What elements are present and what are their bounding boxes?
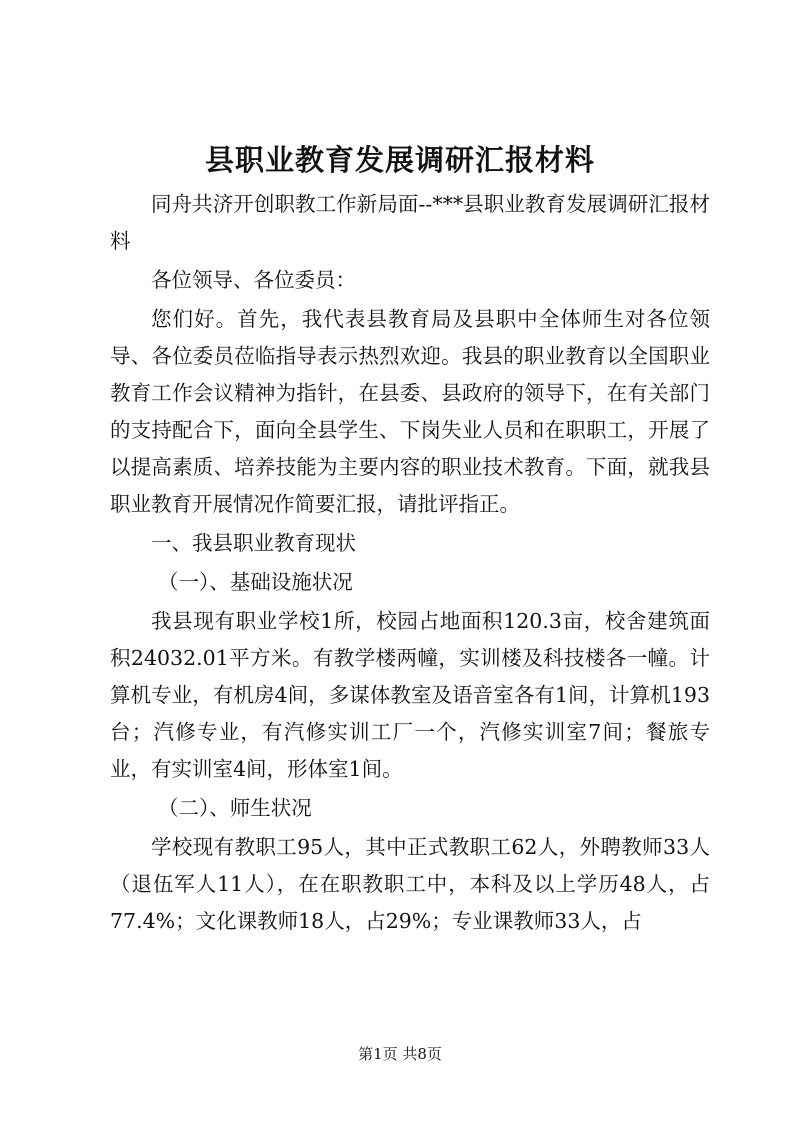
- document-body: [110, 186, 710, 942]
- document-title: 县职业教育发展调研汇报材料: [204, 143, 595, 177]
- paragraph-staff: 学校现有教职工95人，其中正式教职工62人，外聘教师33人（退伍军人11人），在在职教职工中，本科及以上学历48人，占77.4%；文化课教师18人，占29%；专业课教师33人，占: [110, 835, 710, 933]
- paragraph-salutation: 各位领导、各位委员：: [151, 268, 356, 292]
- subsection-heading-facilities: （一）、基础设施状况: [158, 570, 353, 594]
- section-heading: 一、我县职业教育现状: [151, 531, 356, 555]
- paragraph-greeting: 您们好。首先，我代表县教育局及县职中全体师生对各位领导、各位委员莅临指导表示热烈欢迎。我县的职业教育以全国职业教育工作会议精神为指针，在县委、县政府的领导下，在有关部门的支持配合下，面向全县学生、下岗失业人员和在职职工，开展了以提高素质、培养技能为主要内容的职业技术教育。下面，就我县职业教育开展情况作简要汇报，请批评指正。: [110, 307, 710, 516]
- paragraph-subtitle: 同舟共济开创职教工作新局面--***县职业教育发展调研汇报材料: [110, 192, 710, 253]
- page-indicator: 第1页 共8页: [358, 1045, 442, 1063]
- paragraph-facilities: 我县现有职业学校1所，校园占地面积120.3亩，校舍建筑面积24032.01平方米。有教学楼两幢，实训楼及科技楼各一幢。计算机专业，有机房4间，多谋体教室及语音室各有1间，计算机193台；汽修专业，有汽修实训工厂一个，汽修实训室7间；餐旅专业，有实训室4间，形体室1间。: [110, 609, 710, 781]
- subsection-heading-staff: （二）、师生状况: [158, 796, 312, 820]
